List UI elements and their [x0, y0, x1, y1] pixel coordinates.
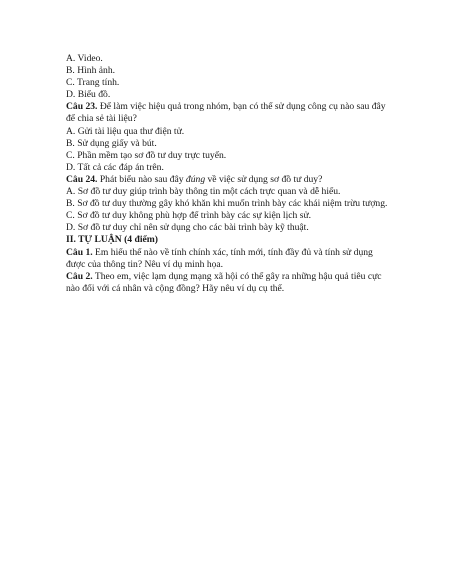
prev-option-d: D. Biểu đồ.: [66, 89, 111, 101]
prev-option-b: B. Hình ảnh.: [66, 65, 116, 77]
question-24: [66, 174, 390, 186]
q24-option-a: A. Sơ đồ tư duy giúp trình bày thông tin một cách trực quan và dễ hiểu.: [66, 186, 341, 198]
essay-question-1: [66, 247, 390, 271]
q24-option-c: C. Sơ đồ tư duy không phù hợp để trình bày các sự kiện lịch sử.: [66, 210, 312, 222]
essay-question-2-label: Câu 2.: [66, 270, 93, 282]
question-23-text: Để làm việc hiệu quả trong nhóm, bạn có thể sử dụng công cụ nào sau đây để chia sẻ tài liệu?: [66, 101, 386, 125]
question-24-text-before: Phát biểu nào sau đây: [97, 173, 186, 185]
prev-option-c: C. Trang tính.: [66, 77, 120, 89]
question-24-emphasis: đúng: [185, 173, 206, 185]
q23-option-c: C. Phần mềm tạo sơ đồ tư duy trực tuyến.: [66, 149, 227, 161]
essay-question-1-text: Em hiểu thế nào về tính chính xác, tính mới, tính đầy đủ và tính sử dụng được của thông tin? Nêu ví dụ minh họa.: [66, 246, 373, 270]
q24-option-b: B. Sơ đồ tư duy thường gây khó khăn khi muốn trình bày các khái niệm trừu tượng.: [66, 198, 388, 210]
essay-question-1-label: Câu 1.: [66, 246, 93, 258]
question-23: [66, 101, 390, 125]
q23-option-b: B. Sử dụng giấy và bút.: [66, 137, 157, 149]
essay-question-2: [66, 271, 390, 295]
essay-question-2-text: Theo em, việc lạm dụng mạng xã hội có thể gây ra những hậu quả tiêu cực nào đối với cá nhân và cộng đồng? Hãy nêu ví dụ cụ thể.: [66, 270, 382, 294]
q24-option-d: D. Sơ đồ tư duy chỉ nên sử dụng cho các bài trình bày kỹ thuật.: [66, 222, 309, 234]
section-2-heading: II. TỰ LUẬN (4 điểm): [66, 234, 158, 246]
prev-option-a: A. Video.: [66, 53, 103, 64]
q23-option-a: A. Gửi tài liệu qua thư điện tử.: [66, 125, 185, 137]
question-24-label: Câu 24.: [66, 173, 98, 185]
q23-option-d: D. Tất cả các đáp án trên.: [66, 161, 164, 173]
question-23-label: Câu 23.: [66, 101, 98, 113]
question-24-text-after: về việc sử dụng sơ đồ tư duy?: [205, 173, 323, 185]
